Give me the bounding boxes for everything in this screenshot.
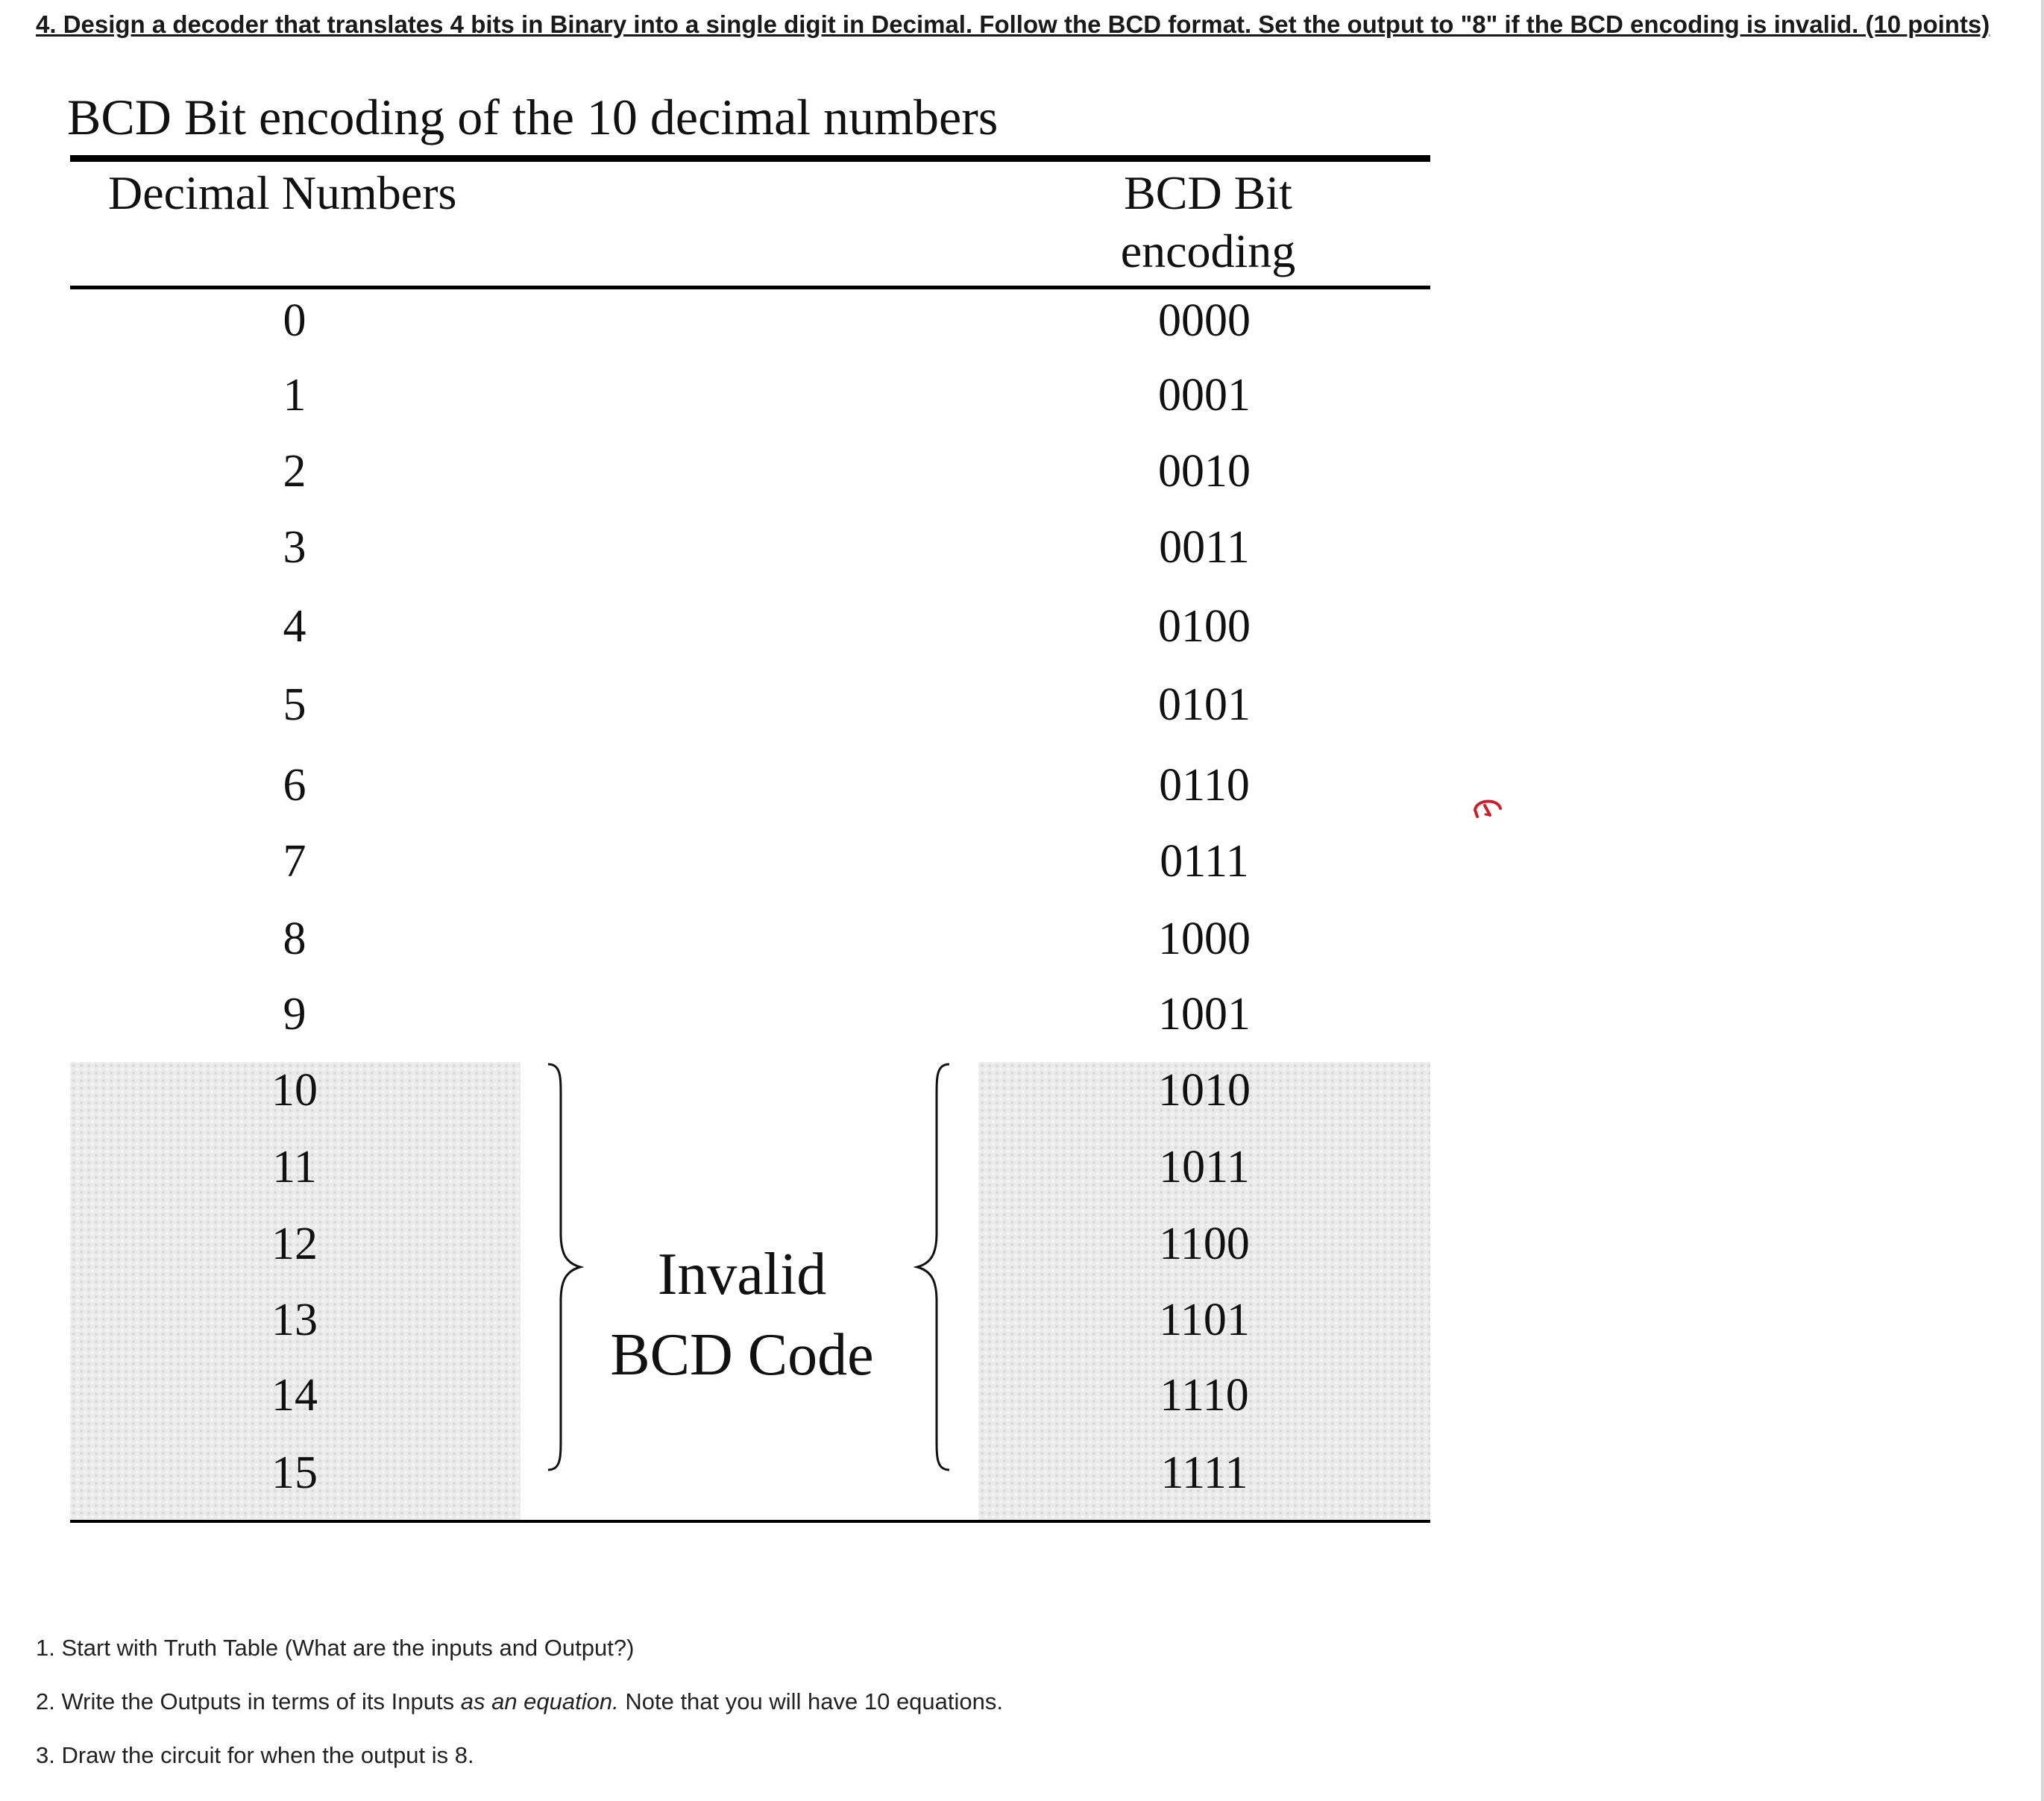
decimal-cell: 12 — [271, 1219, 318, 1269]
decimal-cell: 9 — [283, 989, 306, 1040]
closing-brace-icon — [544, 1062, 589, 1472]
decimal-cell: 2 — [283, 446, 306, 497]
decimal-cell: 15 — [271, 1448, 318, 1498]
table-top-rule — [70, 155, 1430, 162]
decimal-cell: 8 — [283, 914, 306, 964]
decimal-cell: 1 — [283, 370, 306, 421]
decimal-cell: 14 — [271, 1370, 318, 1421]
step-2-text-start: 2. Write the Outputs in terms of its Inputs — [36, 1688, 461, 1714]
bcd-cell: 1001 — [1158, 989, 1251, 1040]
decimal-cell: 7 — [283, 836, 306, 887]
page-right-edge — [2041, 0, 2044, 1801]
decimal-cell: 6 — [283, 760, 306, 811]
bcd-cell: 0000 — [1158, 295, 1251, 346]
decimal-cell: 13 — [271, 1295, 318, 1345]
invalid-label-line2: BCD Code — [610, 1322, 874, 1388]
decimal-cell: 4 — [283, 601, 306, 652]
bcd-cell: 0001 — [1158, 370, 1251, 421]
step-2-instruction — [36, 1688, 1003, 1715]
step-1-instruction: 1. Start with Truth Table (What are the inputs and Output?) — [36, 1635, 635, 1661]
header-bcd-line2: encoding — [1120, 224, 1296, 277]
bcd-cell: 1110 — [1160, 1370, 1249, 1421]
question-heading: 4. Design a decoder that translates 4 bits in Binary into a single digit in Decimal. Follow the BCD format. Set the output to "8" if the BCD encoding is invalid. (10 points) — [36, 10, 1990, 38]
bcd-cell: 1000 — [1158, 914, 1251, 964]
bcd-cell: 1100 — [1159, 1219, 1250, 1269]
decimal-cell: 0 — [283, 295, 306, 346]
table-bottom-rule — [70, 1520, 1430, 1523]
bcd-cell: 0111 — [1160, 836, 1249, 887]
header-bcd-encoding — [1074, 164, 1342, 280]
bcd-cell: 1010 — [1158, 1065, 1251, 1116]
opening-brace-icon — [908, 1062, 953, 1472]
step-3-instruction: 3. Draw the circuit for when the output is 8. — [36, 1742, 474, 1768]
step-2-emphasis: as an equation. — [460, 1688, 619, 1714]
bcd-cell: 0100 — [1158, 601, 1251, 652]
decimal-cell: 10 — [271, 1065, 318, 1116]
header-bcd-line1: BCD Bit — [1124, 166, 1292, 219]
decimal-cell: 3 — [283, 522, 306, 573]
bcd-cell: 0010 — [1158, 446, 1251, 497]
bcd-cell: 0101 — [1158, 679, 1251, 730]
bcd-cell: 1101 — [1159, 1295, 1250, 1345]
decimal-cell: 5 — [283, 679, 306, 730]
figure-title: BCD Bit encoding of the 10 decimal numbers — [67, 89, 999, 145]
bcd-cell: 1111 — [1160, 1448, 1248, 1498]
red-cursor-mark-icon — [1471, 792, 1505, 822]
table-header-rule — [70, 286, 1430, 289]
bcd-cell: 0110 — [1159, 760, 1250, 811]
bcd-cell: 1011 — [1159, 1142, 1250, 1192]
invalid-label-line1: Invalid — [657, 1242, 827, 1307]
bcd-cell: 0011 — [1159, 522, 1250, 573]
decimal-cell: 11 — [272, 1142, 317, 1192]
invalid-bcd-label — [589, 1234, 895, 1395]
step-2-text-end: Note that you will have 10 equations. — [618, 1688, 1004, 1714]
header-decimal-numbers: Decimal Numbers — [108, 166, 457, 219]
